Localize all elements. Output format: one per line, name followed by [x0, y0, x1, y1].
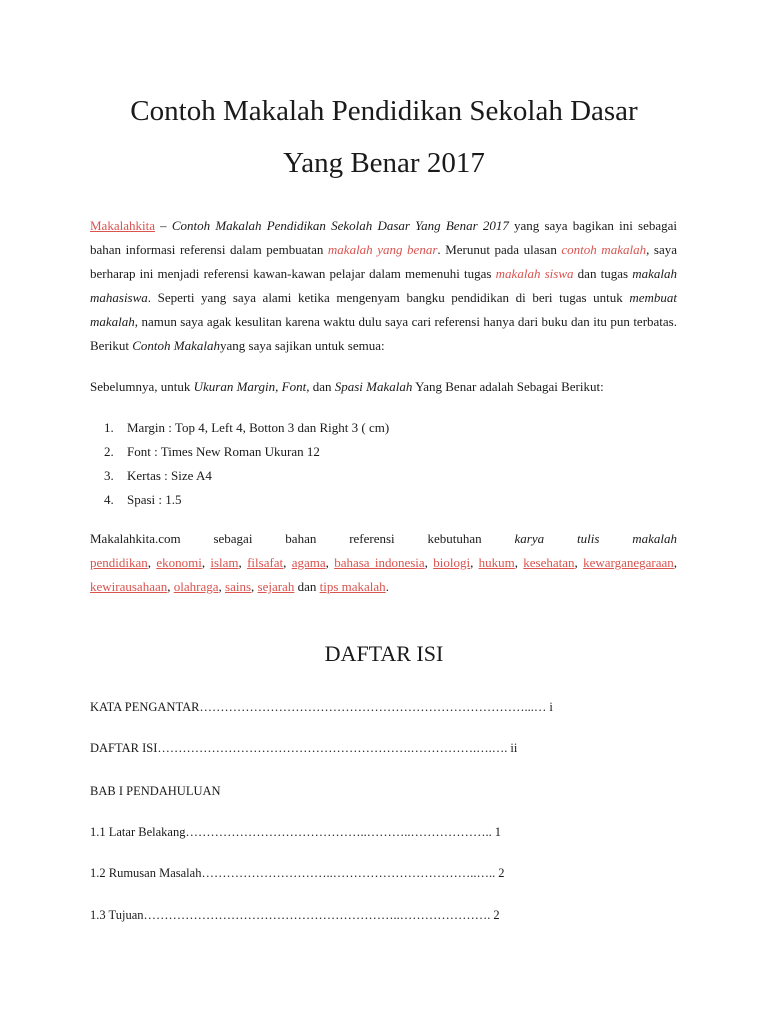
toc-entry-bab-i[interactable]: BAB I PENDAHULUAN — [90, 784, 221, 798]
list-item: 2. Font : Times New Roman Ukuran 12 — [104, 444, 320, 459]
topic-link[interactable]: biologi — [433, 555, 471, 570]
link-contoh-makalah[interactable]: contoh makalah — [561, 242, 647, 257]
topic-link[interactable]: olahraga — [173, 579, 219, 594]
topic-link[interactable]: agama — [291, 555, 326, 570]
topic-link[interactable]: ekonomi — [156, 555, 202, 570]
topics-paragraph — [90, 527, 677, 599]
topic-link[interactable]: sains — [225, 579, 252, 594]
topic-link[interactable]: sejarah — [257, 579, 295, 594]
topic-link[interactable]: hukum — [478, 555, 515, 570]
topic-link[interactable]: kewirausahaan — [90, 579, 168, 594]
topic-link[interactable]: islam — [210, 555, 239, 570]
topic-link[interactable]: bahasa indonesia — [334, 555, 425, 570]
toc-entry-rumusan-masalah[interactable]: 1.2 Rumusan Masalah…………………………..……………………………..….. 2 — [90, 866, 505, 880]
list-item: 1. Margin : Top 4, Left 4, Botton 3 dan Right 3 ( cm) — [104, 420, 390, 435]
spec-list — [90, 416, 389, 512]
site-link[interactable]: Makalahkita — [90, 218, 155, 233]
page-title-line2: Yang Benar 2017 — [283, 147, 485, 179]
list-item: 3. Kertas : Size A4 — [104, 468, 212, 483]
topic-link[interactable]: filsafat — [247, 555, 284, 570]
list-item: 4. Spasi : 1.5 — [104, 492, 182, 507]
page-title-line1: Contoh Makalah Pendidikan Sekolah Dasar — [130, 95, 638, 127]
topic-link[interactable]: kesehatan — [523, 555, 575, 570]
link-makalah-siswa[interactable]: makalah siswa — [495, 266, 574, 281]
toc-entry-latar-belakang[interactable]: 1.1 Latar Belakang……………………………………..………..……………….. 1 — [90, 825, 501, 839]
topic-link[interactable]: kewarganegaraan — [583, 555, 674, 570]
intro-paragraph: Makalahkita – Contoh Makalah Pendidikan Sekolah Dasar Yang Benar 2017 yang saya bagikan ini sebagai bahan informasi referensi dalam pembuatan makalah yang benar. Merunut pada ulasan contoh makalah, saya berharap ini menjadi referensi kawan-kawan pelajar dalam memenuhi tugas makalah siswa dan tugas makalah mahasiswa. Seperti yang saya alami ketika mengenyam bangku pendidikan di beri tugas untuk membuat makalah, namun saya agak kesulitan karena waktu dulu saya cari referensi hanya dari buku dan itu pun terbatas. Berikut Contoh Makalahyang saya sajikan untuk semua: — [90, 218, 678, 353]
toc-entry-kata-pengantar[interactable]: KATA PENGANTAR……………………………………………………………………...… i — [90, 700, 553, 714]
topic-link-tips-makalah[interactable]: tips makalah — [319, 579, 386, 594]
toc-entry-tujuan[interactable]: 1.3 Tujuan……………………………………………………..…………………. 2 — [90, 908, 500, 922]
link-makalah-yang-benar[interactable]: makalah yang benar — [327, 242, 438, 257]
toc-heading: DAFTAR ISI — [324, 641, 444, 666]
margin-sentence: Sebelumnya, untuk Ukuran Margin, Font, dan Spasi Makalah Yang Benar adalah Sebagai Berikut: — [90, 379, 604, 394]
topics-line1: Makalahkita.com sebagai bahan referensi kebutuhan karya tulis makalah — [90, 531, 678, 546]
toc-entry-daftar-isi[interactable]: DAFTAR ISI…………………………………………………….…………….….…. ii — [90, 741, 518, 755]
intro-italic-title: Contoh Makalah Pendidikan Sekolah Dasar Yang Benar 2017 — [171, 218, 509, 233]
topic-link[interactable]: pendidikan — [90, 555, 148, 570]
topic-links: pendidikan, ekonomi, islam, filsafat, agama, bahasa indonesia, biologi, hukum, kesehatan, kewarganegaraan, kewirausahaan, olahraga, sains, sejarah dan tips makalah. — [90, 555, 678, 594]
